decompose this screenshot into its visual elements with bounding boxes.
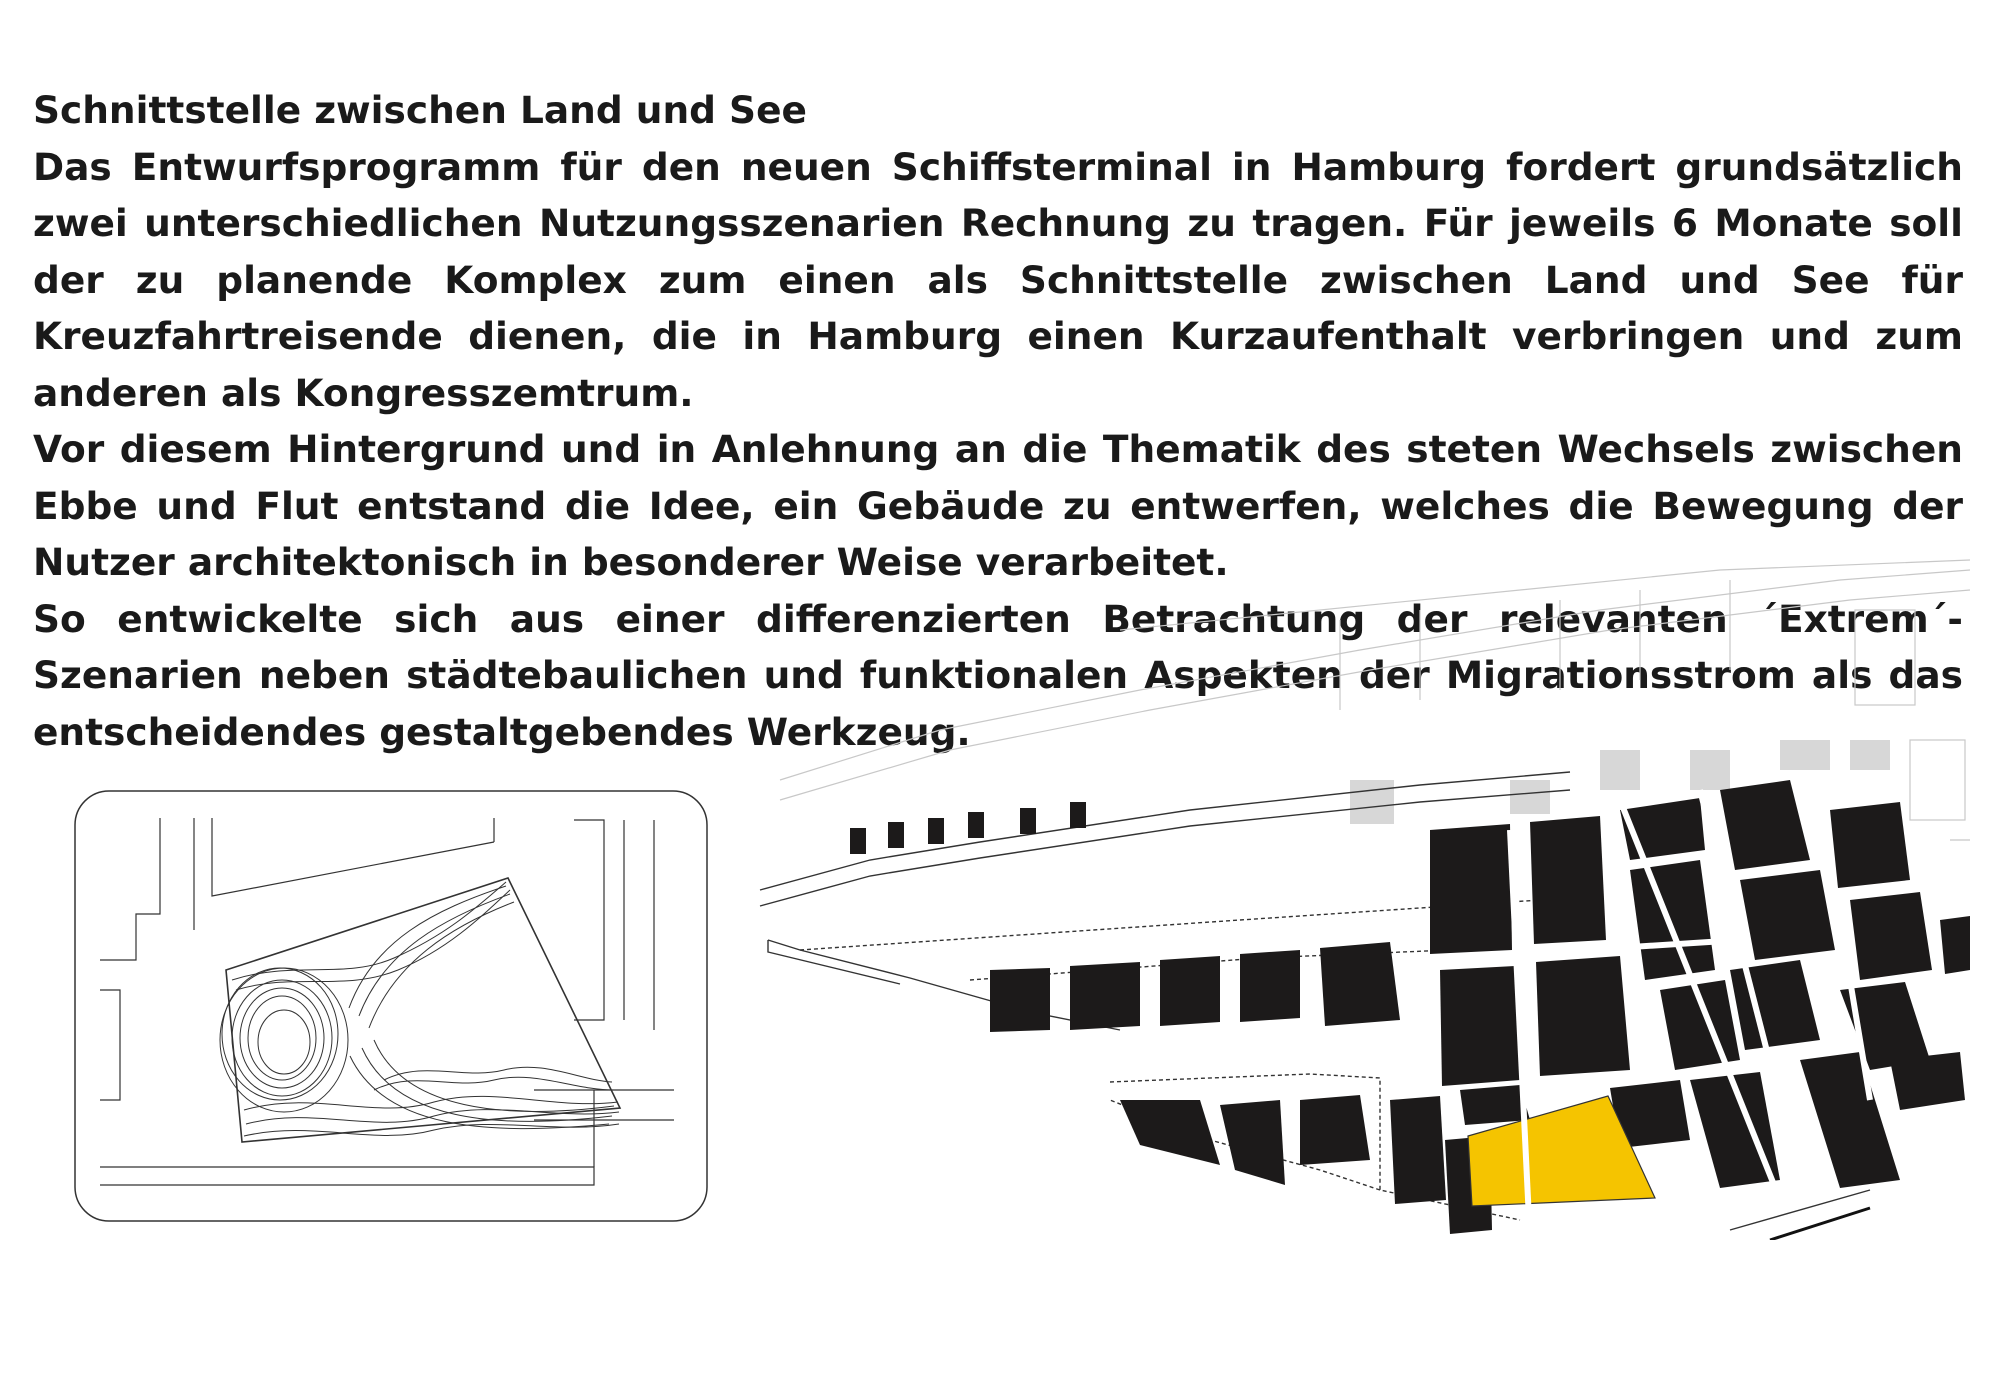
paragraph-program: Das Entwurfsprogramm für den neuen Schiffsterminal in Hamburg fordert grundsätzlich zwei unterschiedlichen Nutzungsszenarien Rechnung zu tragen. Für jeweils 6 Monate soll der zu planende Komplex zum einen als Schnittstelle zwischen Land und See für Kreuzfahrtreisende dienen, die in Hamburg einen Kurzaufenthalt verbringen und zum anderen als Kongresszemtrum.	[33, 144, 1963, 415]
paragraph-idea: Vor diesem Hintergrund und in Anlehnung an die Thematik des steten Wechsels zwischen Ebbe und Flut entstand die Idee, ein Gebäude zu entwerfen, welches die Bewegung der Nutzer architektonisch in besonderer Weise verarbeitet.	[33, 427, 1963, 584]
site-flow-diagram	[74, 790, 708, 1222]
surrounding-blocks	[100, 818, 674, 1185]
paragraph-development: So entwickelte sich aus einer differenzierten Betrachtung der relevanten ´Extrem´-Szenarien neben städtebaulichen und funktionalen Aspekten der Migrationsstrom als das entscheidendes gestaltgebendes Werkzeug.	[33, 596, 1963, 754]
gray-buildings	[1350, 740, 1890, 824]
flow-contours	[220, 878, 620, 1142]
document-heading: Schnittstelle zwischen Land und See	[33, 88, 807, 132]
masterplan-site-plan	[740, 540, 1970, 1240]
black-buildings	[850, 780, 1970, 1234]
